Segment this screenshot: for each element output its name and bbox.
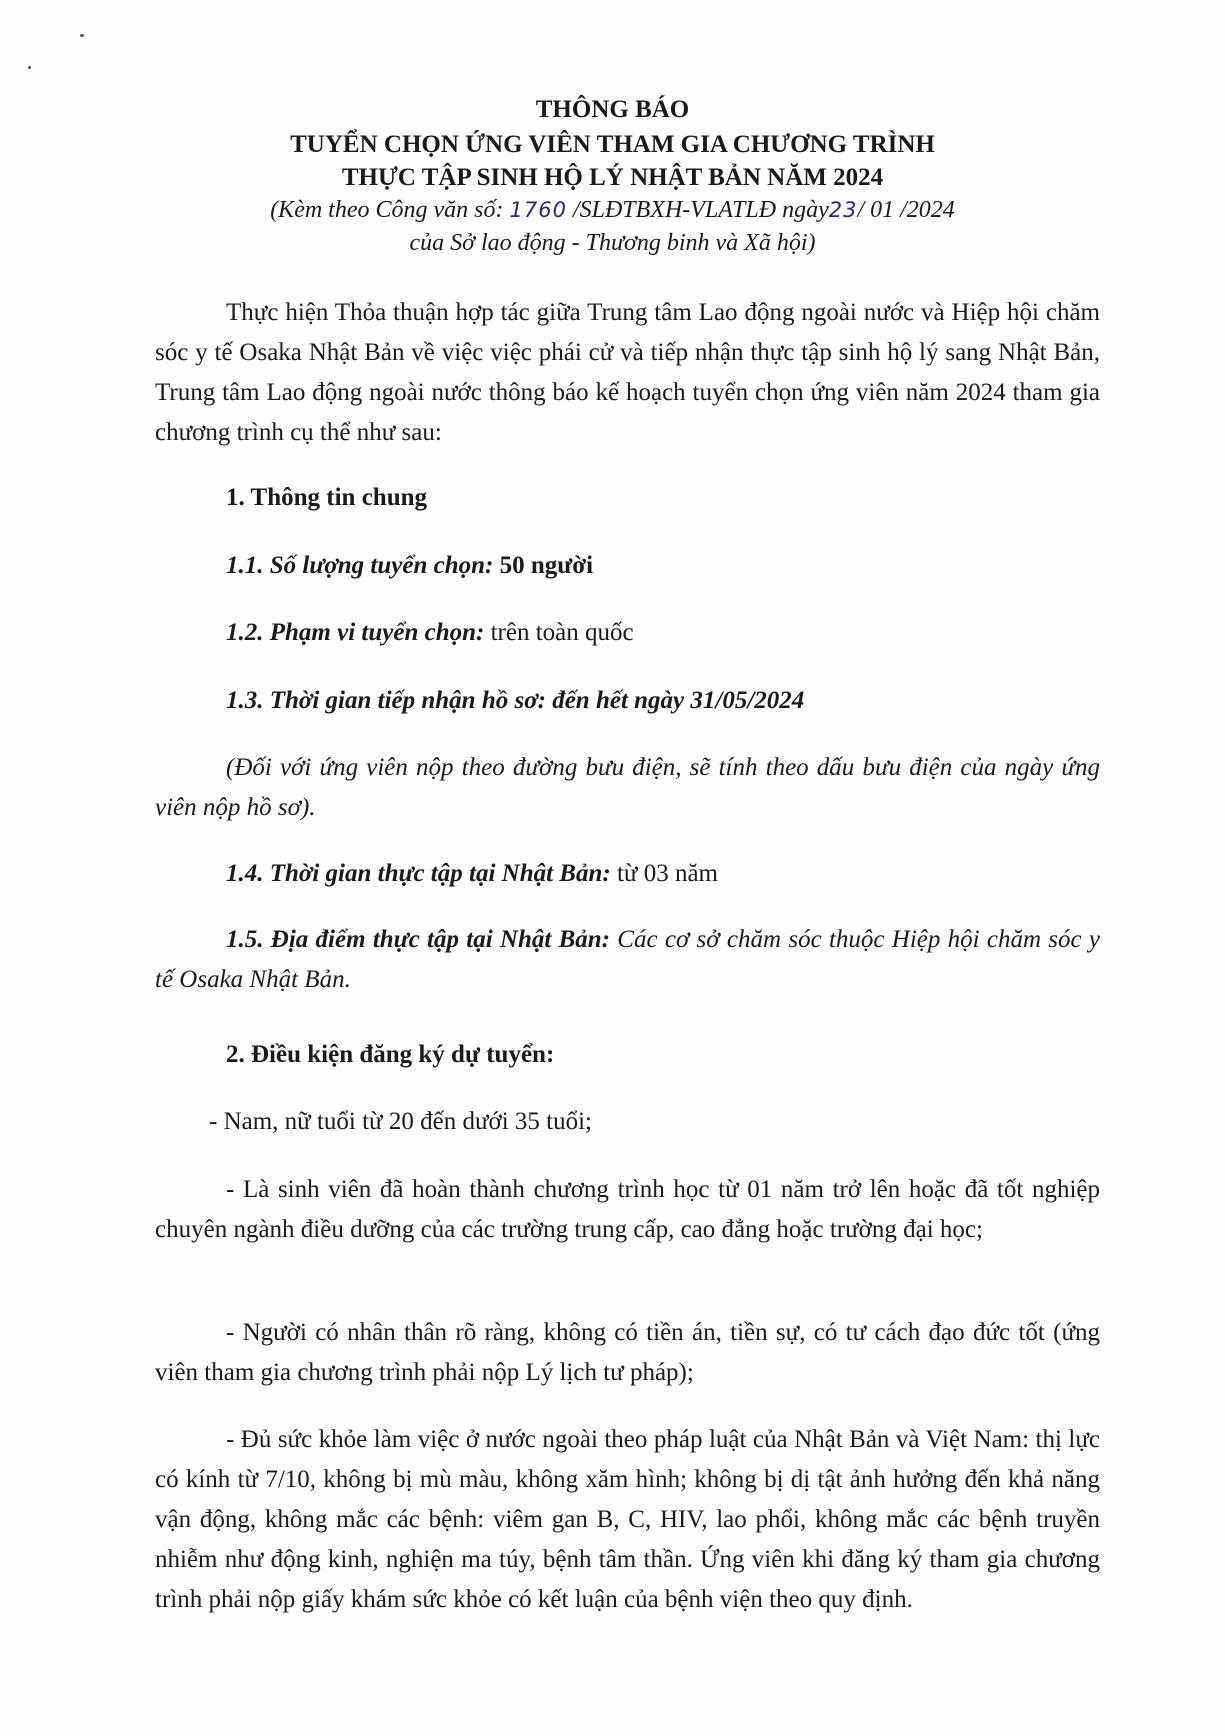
item-1-3	[226, 685, 804, 717]
reference-prefix: (Kèm theo Công văn số:	[270, 197, 504, 223]
section-1-heading: 1. Thông tin chung	[226, 484, 428, 511]
item-label: 1.3. Thời gian tiếp nhận hồ sơ: đến hết ngày 31/05/2024	[226, 687, 805, 714]
condition-item: - Đủ sức khỏe làm việc ở nước ngoài theo pháp luật của Nhật Bản và Việt Nam: thị lực có kính từ 7/10, không bị mù màu, không xăm hình; không bị dị tật ảnh hưởng đến khả năng vận động, không mắc các bệnh: viêm gan B, C, HIV, lao phổi, không mắc các bệnh truyền nhiễm như động kinh, nghiện ma túy, bệnh tâm thần. Ứng viên khi đăng ký tham gia chương trình phải nộp giấy khám sức khỏe có kết luận của bệnh viện theo quy định.	[155, 1426, 1100, 1613]
handwritten-day: 23	[828, 198, 858, 222]
item-value: Các cơ sở chăm sóc thuộc Hiệp hội chăm sóc y tế Osaka Nhật Bản.	[155, 926, 1100, 993]
reference-line	[0, 194, 1225, 226]
item-label: 1.4. Thời gian thực tập tại Nhật Bản:	[226, 860, 611, 887]
item-label: 1.2. Phạm vi tuyển chọn:	[226, 619, 485, 646]
item-label: 1.5. Địa điểm thực tập tại Nhật Bản:	[226, 926, 611, 953]
reference-date-rest: / 01 /2024	[857, 197, 955, 223]
scan-speck	[28, 66, 31, 69]
item-value: trên toàn quốc	[484, 619, 634, 646]
item-1-4	[226, 858, 718, 890]
item-1-5	[155, 920, 1100, 1000]
condition-item: - Là sinh viên đã hoàn thành chương trình học từ 01 năm trở lên hoặc đã tốt nghiệp chuyên ngành điều dưỡng của các trường trung cấp, cao đẳng hoặc trường đại học;	[155, 1176, 1100, 1243]
reference-doc-code: /SLĐTBXH-VLATLĐ ngày	[572, 197, 829, 223]
handwritten-doc-number: 1760	[509, 198, 567, 222]
condition-item: - Người có nhân thân rõ ràng, không có tiền án, tiền sự, có tư cách đạo đức tốt (ứng viên tham gia chương trình phải nộp Lý lịch tư pháp);	[155, 1319, 1100, 1386]
section-2-heading: 2. Điều kiện đăng ký dự tuyển:	[226, 1041, 555, 1068]
scan-speck	[80, 34, 84, 37]
item-value: từ 03 năm	[610, 860, 719, 887]
item-1-2	[226, 617, 634, 649]
item-label: 1.1. Số lượng tuyển chọn:	[226, 552, 494, 579]
document-subtitle-line-2: THỰC TẬP SINH HỘ LÝ NHẬT BẢN NĂM 2024	[341, 164, 884, 191]
item-1-1	[226, 550, 593, 582]
reference-issuer: của Sở lao động - Thương binh và Xã hội)	[409, 230, 816, 256]
item-value: 50 người	[493, 552, 594, 579]
intro-paragraph: Thực hiện Thỏa thuận hợp tác giữa Trung tâm Lao động ngoài nước và Hiệp hội chăm sóc y tế Osaka Nhật Bản về việc việc phái cử và tiếp nhận thực tập sinh hộ lý sang Nhật Bản, Trung tâm Lao động ngoài nước thông báo kế hoạch tuyển chọn ứng viên năm 2024 tham gia chương trình cụ thể như sau:	[155, 299, 1100, 446]
postal-note: (Đối với ứng viên nộp theo đường bưu điện, sẽ tính theo dấu bưu điện của ngày ứng viên nộp hồ sơ).	[155, 754, 1100, 821]
document-subtitle-line-1: TUYỂN CHỌN ỨNG VIÊN THAM GIA CHƯƠNG TRÌNH	[290, 131, 935, 158]
condition-item: - Nam, nữ tuổi từ 20 đến dưới 35 tuổi;	[209, 1108, 593, 1135]
document-title: THÔNG BÁO	[535, 96, 690, 123]
